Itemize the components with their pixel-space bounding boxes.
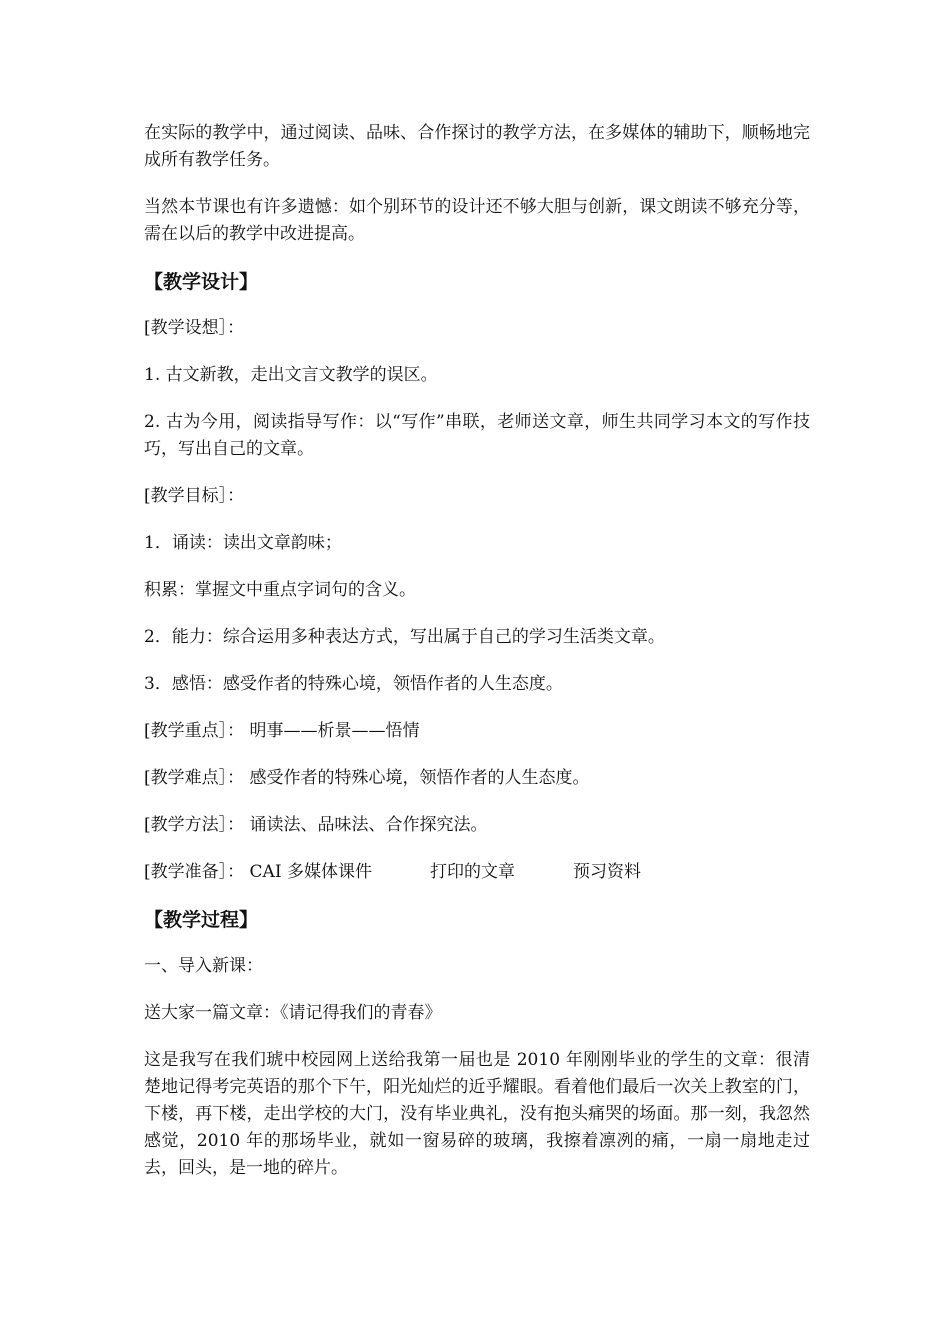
teaching-goal-1: 1．诵读：读出文章韵味； <box>144 533 342 553</box>
teaching-preparation <box>144 859 810 886</box>
teaching-goal-label: [教学目标］： <box>144 486 245 506</box>
intro-paragraph-1: 在实际的教学中，通过阅读、品味、合作探讨的教学方法，在多媒体的辅助下，顺畅地完成所有教学任务。 <box>144 123 810 170</box>
teaching-design-heading: 【教学设计】 <box>144 271 259 293</box>
story-paragraph: 这是我写在我们琥中校园网上送给我第一届也是 2010 年刚刚毕业的学生的文章：很清楚地记得考完英语的那个下午，阳光灿烂的近乎耀眼。看着他们最后一次关上教室的门，下楼，再下楼，走出学校的大门，没有毕业典礼，没有抱头痛哭的场面。那一刻，我忽然感觉，2010 年的那场毕业，就如一窗易碎的玻璃，我擦着凛冽的痛，一扇一扇地走过去，回头，是一地的碎片。 <box>144 1050 810 1178</box>
teaching-idea-1: 1. 古文新教，走出文言文教学的误区。 <box>144 365 438 385</box>
teaching-goal-1b: 积累：掌握文中重点字词句的含义。 <box>144 580 416 600</box>
teaching-difficulty: [教学难点］： 感受作者的特殊心境，领悟作者的人生态度。 <box>144 768 590 788</box>
teaching-key-point: [教学重点］： 明事——析景——悟情 <box>144 721 420 741</box>
intro-paragraph-2: 当然本节课也有许多遗憾：如个别环节的设计还不够大胆与创新，课文朗读不够充分等，需在以后的教学中改进提高。 <box>144 197 810 244</box>
teaching-process-heading: 【教学过程】 <box>144 909 259 931</box>
step-one-title: 一、导入新课： <box>144 956 263 976</box>
teaching-method: [教学方法］： 诵读法、品味法、合作探究法。 <box>144 815 488 835</box>
teaching-idea-label: [教学设想］： <box>144 318 245 338</box>
gift-article-line: 送大家一篇文章：《请记得我们的青春》 <box>144 1003 442 1023</box>
teaching-goal-3: 3．感悟：感受作者的特殊心境，领悟作者的人生态度。 <box>144 674 563 694</box>
preparation-label: [教学准备］： CAI 多媒体课件 <box>144 862 372 882</box>
teaching-idea-2: 2. 古为今用，阅读指导写作：以“写作”串联，老师送文章，师生共同学习本文的写作技巧，写出自己的文章。 <box>144 412 810 459</box>
document-page <box>144 120 810 1202</box>
preparation-item-preview-material: 预习资料 <box>572 862 641 882</box>
teaching-goal-2: 2．能力：综合运用多种表达方式，写出属于自己的学习生活类文章。 <box>144 627 665 647</box>
preparation-item-printed-article: 打印的文章 <box>429 862 515 882</box>
